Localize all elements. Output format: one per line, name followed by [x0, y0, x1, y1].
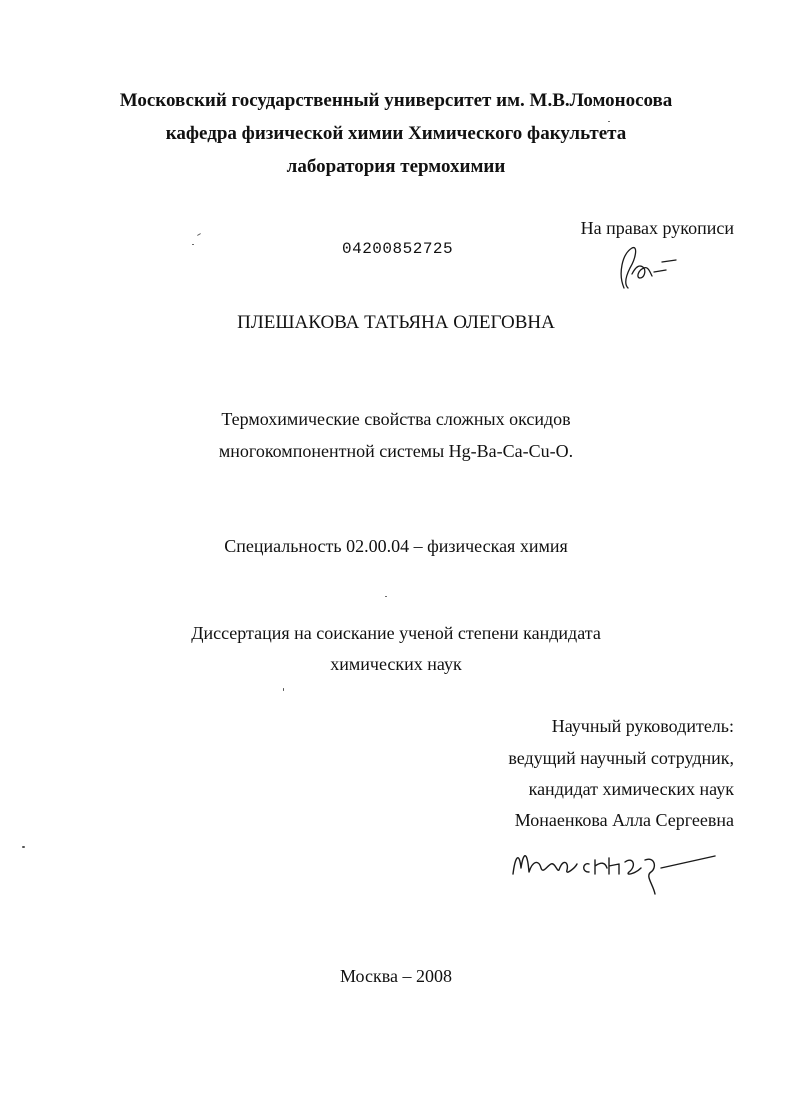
scan-speck	[385, 596, 387, 597]
degree-line2: химических наук	[330, 654, 462, 674]
supervisor-name: Монаенкова Алла Сергеевна	[514, 810, 734, 830]
degree-line1: Диссертация на соискание ученой степени кандидата	[191, 623, 601, 643]
scan-speck	[283, 688, 284, 691]
department-name: кафедра физической химии Химического факультета	[165, 123, 627, 144]
supervisor-position: ведущий научный сотрудник,	[508, 748, 734, 768]
catalog-number: 04200852725	[342, 240, 454, 258]
author-signature-mark	[610, 244, 690, 294]
thesis-title-line2: многокомпонентной системы Hg-Ba-Ca-Cu-O.	[218, 441, 574, 461]
laboratory-name: лаборатория термохимии	[286, 156, 506, 177]
scan-speck	[22, 846, 25, 848]
author-name: ПЛЕШАКОВА ТАТЬЯНА ОЛЕГОВНА	[237, 312, 555, 333]
scan-speck	[608, 121, 610, 122]
supervisor-signature	[505, 838, 725, 898]
thesis-title-line1: Термохимические свойства сложных оксидов	[221, 409, 571, 429]
supervisor-heading: Научный руководитель:	[551, 716, 734, 736]
scan-speck	[192, 244, 194, 245]
rights-note: На правах рукописи	[580, 218, 734, 238]
place-year: Москва – 2008	[340, 966, 452, 986]
specialty: Специальность 02.00.04 – физическая химия	[224, 536, 568, 556]
supervisor-degree: кандидат химических наук	[528, 779, 734, 799]
scan-speck	[197, 233, 201, 236]
university-name: Московский государственный университет им. М.В.Ломоносова	[119, 90, 673, 111]
